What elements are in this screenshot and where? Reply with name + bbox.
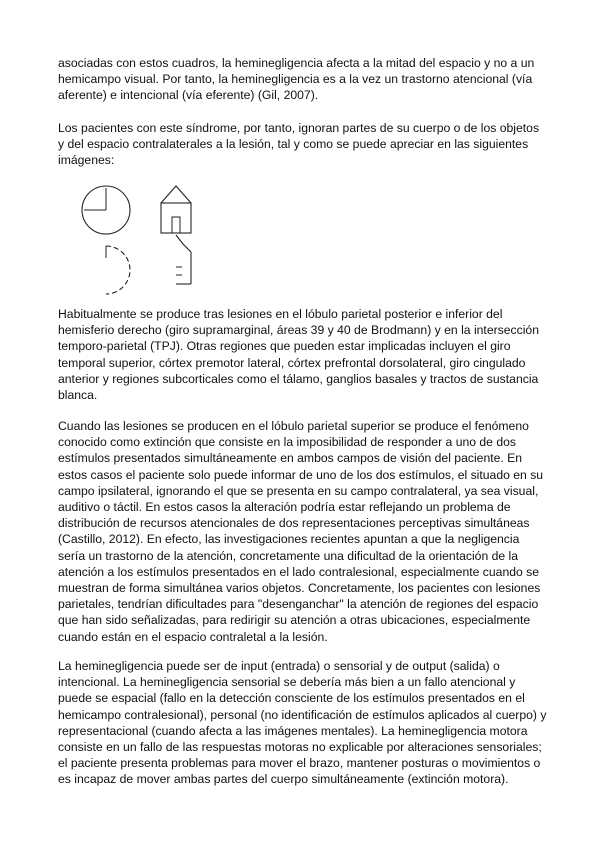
text-line: hemisferio derecho (giro supramarginal, áreas 39 y 40 de Brodmann) y en la intersección <box>58 323 539 338</box>
text-line: sería un trastorno de la atención, concretamente una dificultad de la orientación de la <box>58 548 519 563</box>
text-line: conocido como extinción que consiste en la imposibilidad de responder a uno de dos <box>58 435 517 450</box>
text-line: campo ipsilateral, ignorando el que se presenta en su campo contralateral, ya sea visual, <box>58 483 539 498</box>
paragraph-5 <box>58 658 548 788</box>
text-line: asociadas con estos cuadros, la heminegligencia afecta a la mitad del espacio y no a un <box>58 56 535 70</box>
clock-model-drawing <box>82 186 130 234</box>
text-line: y del espacio contralaterales a la lesión, tal y como se puede apreciar en las siguientes <box>58 137 529 152</box>
paragraph-4 <box>58 418 548 645</box>
text-line: puede se espacial (fallo en la detección consciente de los estímulos presentados en el <box>58 691 525 706</box>
text-line: temporo-parietal (TPJ). Otras regiones que pueden estar implicadas incluyen el giro <box>58 339 511 354</box>
house-half-roof <box>176 235 191 252</box>
text-line: cuando están en el espacio contraletal a la lesión. <box>58 629 328 644</box>
text-line: representacional (cuando afecta a las imágenes mentales). La heminegligencia motora <box>58 723 528 738</box>
text-line: distribución de recursos atencionales de dos representaciones perceptivas simultáneas <box>58 516 530 531</box>
text-line: Habitualmente se produce tras lesiones en el lóbulo parietal posterior e inferior del <box>58 307 503 321</box>
text-line: auditivo o táctil. En estos casos la alteración podría estar reflejando un problema de <box>58 500 511 515</box>
house-wall <box>161 203 191 233</box>
text-line: Los pacientes con este síndrome, por tanto, ignoran partes de su cuerpo o de los objetos <box>58 121 540 135</box>
text-line: el paciente presenta problemas para mover el brazo, mantener posturas o movimientos o <box>58 756 541 771</box>
text-line: estos casos el paciente solo puede informar de uno de los dos estímulos, el situado en su <box>58 467 544 482</box>
text-line: (Castillo, 2012). En efecto, las investigaciones recientes apuntan a que la negligencia <box>58 532 520 547</box>
text-line: La heminegligencia puede ser de input (entrada) o sensorial y de output (salida) o <box>58 659 500 673</box>
neglect-drawings-figure <box>58 172 238 300</box>
text-line: muestran de forma simultánea varios objetos. Concretamente, los pacientes con lesiones <box>58 581 541 596</box>
text-line: estímulos presentados simultáneamente en ambos campos de visión del paciente. En <box>58 451 523 466</box>
house-roof <box>161 186 191 203</box>
text-line: Cuando las lesiones se producen en el lóbulo parietal superior se produce el fenómeno <box>58 419 529 433</box>
text-line: blanca. <box>58 388 98 403</box>
text-line: imágenes: <box>58 153 115 168</box>
text-line: consiste en un fallo de las respuestas motoras no explicable por alteraciones sensoriales; <box>58 740 542 755</box>
text-line: que han sido señalizadas, para redirigir su atención a otras ubicaciones, especialmente <box>58 613 531 628</box>
text-line: parietales, tendrían dificultades para "desenganchar" la atención de regiones del espacio <box>58 597 539 612</box>
house-model-drawing <box>161 186 191 233</box>
text-line: anterior y regiones subcorticales como el tálamo, ganglios basales y tractos de sustancia <box>58 371 539 386</box>
neglect-drawings-svg <box>58 172 238 300</box>
paragraph-1 <box>58 55 548 104</box>
text-line: aferente) e intencional (vía eferente) (Gil, 2007). <box>58 88 319 103</box>
text-line: temporal superior, córtex premotor lateral, córtex prefrontal dorsolateral, giro cingulado <box>58 355 526 370</box>
clock-copy-half-drawing <box>106 246 130 294</box>
text-line: hemicampo contralesional), personal (no identificación de estímulos aplicados al cuerpo) y <box>58 707 547 722</box>
paragraph-3 <box>58 306 548 403</box>
house-copy-half-drawing <box>176 235 191 284</box>
text-line: es incapaz de mover ambas partes del cuerpo simultáneamente (extinción motora). <box>58 772 509 787</box>
clock-half-circle <box>106 246 130 294</box>
text-line: hemicampo visual. Por tanto, la heminegligencia es a la vez un trastorno atencional (vía <box>58 72 533 87</box>
text-line: intencional. La heminegligencia sensorial se debería más bien a un fallo atencional y <box>58 675 516 690</box>
paragraph-2 <box>58 120 548 169</box>
house-door <box>172 217 180 233</box>
text-line: atención a los estímulos presentados en el lado contralesional, especialmente cuando se <box>58 564 540 579</box>
